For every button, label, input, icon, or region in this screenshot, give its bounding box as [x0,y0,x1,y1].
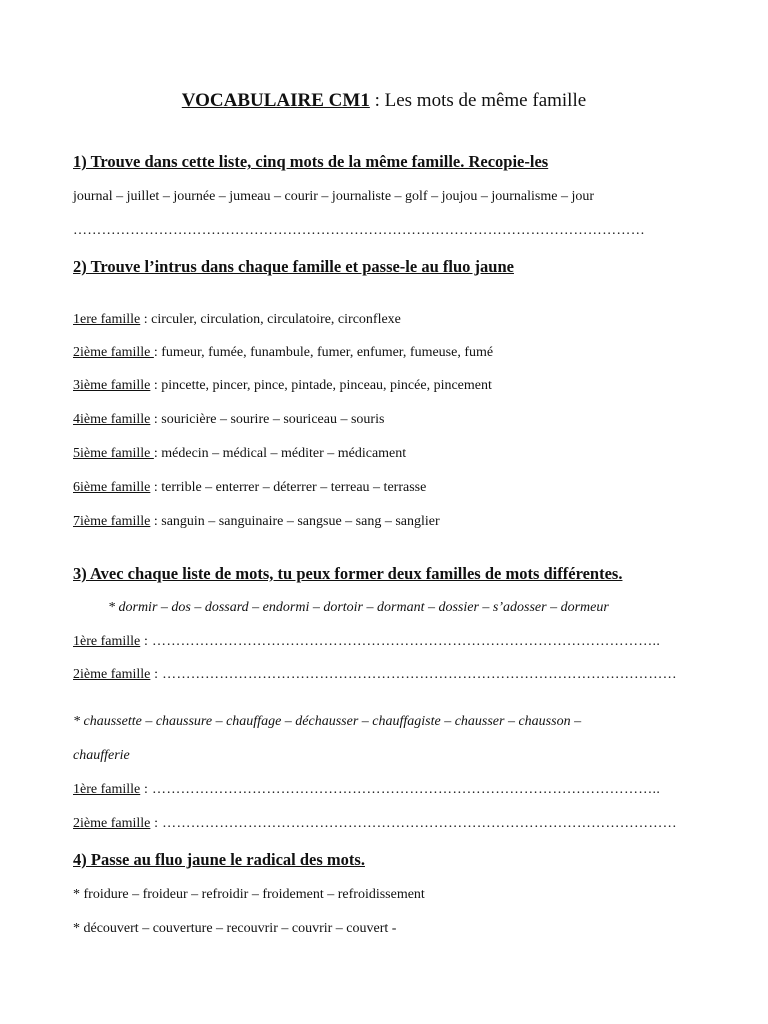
family-label: 1ère famille [73,782,141,797]
family-row-4 [73,412,384,428]
family-label: 3ième famille [73,378,151,393]
list-1-family-1 [73,634,660,650]
answer-dots: : …………………………………………………………………………………………….. [140,782,661,797]
family-words: : souricière – sourire – souriceau – souris [150,412,385,427]
exercise-4-heading: 4) Passe au fluo jaune le radical des mots. [73,850,365,869]
title-rest: : Les mots de même famille [369,90,587,111]
answer-dots: : …………………………………………………………………………………………….. [140,634,661,649]
family-words: : pincette, pincer, pince, pintade, pinceau, pincée, pincement [150,378,492,393]
family-row-7 [73,514,440,530]
exercise-3-list-2-line-1: * chaussette – chaussure – chauffage – déchausser – chauffagiste – chausser – chausson – [73,714,582,729]
family-row-6 [73,480,426,496]
exercise-1-word-list: journal – juillet – journée – jumeau – courir – journaliste – golf – joujou – journalisme – jour [73,189,595,204]
list-2-family-2 [73,816,677,832]
family-words: : circuler, circulation, circulatoire, circonflexe [140,312,401,327]
page-title [0,90,768,112]
family-label: 2ième famille [73,667,151,682]
list-2-family-1 [73,782,660,798]
family-label: 7ième famille [73,514,151,529]
family-row-2 [73,345,493,361]
family-label: 6ième famille [73,480,151,495]
exercise-3-heading: 3) Avec chaque liste de mots, tu peux former deux familles de mots différentes. [73,564,623,583]
family-label: 1ère famille [73,634,141,649]
family-label: 5ième famille [73,446,154,461]
family-words: : sanguin – sanguinaire – sangsue – sang – sanglier [150,514,440,529]
exercise-4-line-2: * découvert – couverture – recouvrir – couvrir – couvert - [73,921,397,936]
exercise-3-list-2-line-2: chaufferie [73,748,130,763]
family-row-5 [73,446,406,462]
list-1-family-2 [73,667,677,683]
family-label: 2ième famille [73,345,154,360]
family-words: : terrible – enterrer – déterrer – terreau – terrasse [150,480,427,495]
family-label: 1ere famille [73,312,141,327]
exercise-2-heading: 2) Trouve l’intrus dans chaque famille et passe-le au fluo jaune [73,257,514,276]
answer-dots: : ……………………………………………………………………………………………… [150,667,677,682]
family-row-3 [73,378,492,394]
exercise-1-answer-line: ………………………………………………………………………………………………………… [73,223,645,238]
exercise-4-line-1: * froidure – froideur – refroidir – froidement – refroidissement [73,887,425,902]
family-label: 2ième famille [73,816,151,831]
family-label: 4ième famille [73,412,151,427]
exercise-3-list-1: * dormir – dos – dossard – endormi – dortoir – dormant – dossier – s’adosser – dormeur [108,600,609,615]
answer-dots: : ……………………………………………………………………………………………… [150,816,677,831]
title-bold: VOCABULAIRE CM1 [181,90,370,111]
family-words: : médecin – médical – méditer – médicament [153,446,407,461]
exercise-1-heading: 1) Trouve dans cette liste, cinq mots de la même famille. Recopie-les [73,152,549,171]
family-words: : fumeur, fumée, funambule, fumer, enfumer, fumeuse, fumé [153,345,494,360]
family-row-1 [73,312,401,328]
